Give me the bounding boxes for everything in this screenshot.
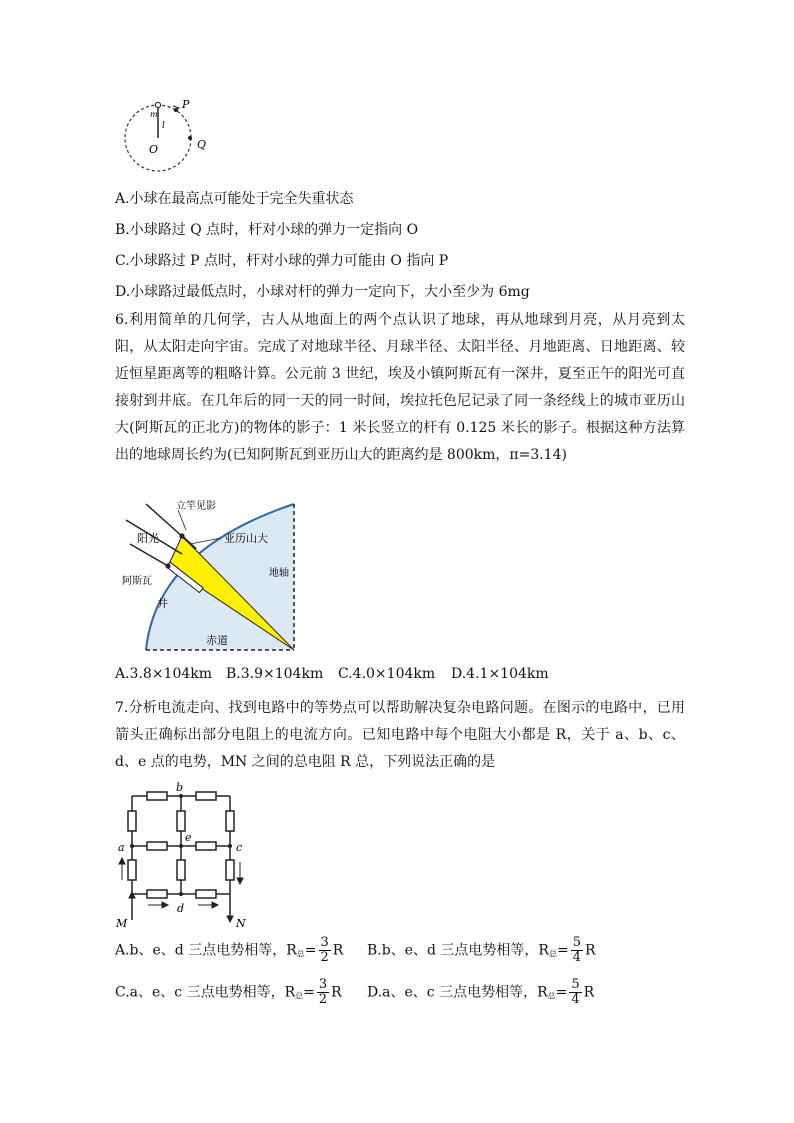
label-shadow: 立竿见影 <box>176 501 216 512</box>
label-alex: 亚历山大 <box>224 532 268 545</box>
label-m: M <box>116 917 128 930</box>
alex-dot <box>179 533 184 538</box>
q6-option-c: C.4.0×104km <box>338 666 436 682</box>
label-axis: 地轴 <box>269 568 289 579</box>
label-l: l <box>162 121 165 131</box>
q6-question-text: 6.利用简单的几何学，古人从地面上的两个点认识了地球，再从地球到月亮，从月亮到太阳，从太阳走向宇宙。完成了对地球半径、月球半径、太阳半径、月地距离、日地距离、较近恒星距离等的粗略计算。公元前 3 世纪，埃及小镇阿斯瓦有一深井，夏至正午的阳光可直接射到井底。在几年后的同一天的同一时间，埃拉托色尼记录了同一条经线上的城市亚历山大(阿斯瓦的正北方)的物体的影子：1 米长竖立的杆有 0.125 米长的影子。根据这种方法算出的地球周长约为(已知阿斯瓦到亚历山大的距离约是 800km，π=3.14) <box>115 312 685 463</box>
label-sun: 阳光 <box>137 532 159 545</box>
q5-option-a: A.小球在最高点可能处于完全失重状态 <box>115 191 354 207</box>
q6-option-a: A.3.8×104km <box>115 666 213 682</box>
q7-option-b: B.b、e、d 三点电势相等，$R_总=$ $\frac{5}{4}$ R <box>367 935 596 965</box>
label-m: m <box>150 110 158 119</box>
aswan-dot <box>165 563 170 568</box>
sunray-3 <box>130 544 168 566</box>
q7-option-a: A.b、e、d 三点电势相等，$R_总=$ $\frac{3}{2}$ R <box>115 935 344 965</box>
label-well: 井 <box>157 597 168 610</box>
label-c: c <box>236 841 243 854</box>
q5-option-b: B.小球路过 Q 点时，杆对小球的弹力一定指向 O <box>115 222 419 238</box>
q7-question-text: 7.分析电流走向、找到电路中的等势点可以帮助解决复杂电路问题。在图示的电路中，已用箭头正确标出部分电阻上的电流方向。已知电路中每个电阻大小都是 R，关于 a、b、c、d、e 点的电势，MN 之间的总电阻 R 总，下列说法正确的是 <box>115 700 685 770</box>
q6-option-d: D.4.1×104km <box>451 666 549 682</box>
label-e: e <box>185 831 192 844</box>
label-p: P <box>182 98 190 111</box>
label-a: a <box>118 841 125 854</box>
label-aswan: 阿斯瓦 <box>122 576 152 587</box>
q7-option-d: D.a、e、c 三点电势相等，$R_总=$ $\frac{5}{4}$ R <box>367 977 595 1007</box>
q7-option-c: C.a、e、c 三点电势相等，$R_总=$ $\frac{3}{2}$ R <box>115 977 342 1007</box>
label-o: O <box>149 143 159 156</box>
q5-option-d: D.小球路过最低点时，小球对杆的弹力一定向下，大小至少为 6mg <box>115 284 530 300</box>
q6-option-b: B.3.9×104km <box>226 666 324 682</box>
point-q <box>188 136 192 140</box>
ball <box>155 102 160 107</box>
shadow-pointer <box>178 510 186 530</box>
label-n: N <box>236 917 246 930</box>
label-b: b <box>176 781 184 794</box>
q5-option-c: C.小球路过 P 点时，杆对小球的弹力可能由 O 指向 P <box>115 253 449 269</box>
q5-circle-figure <box>115 95 225 175</box>
q6-earth-figure <box>118 500 298 652</box>
label-equator: 赤道 <box>206 634 228 647</box>
q7-circuit-figure <box>112 780 254 930</box>
label-d: d <box>177 902 185 915</box>
label-q: Q <box>197 138 207 151</box>
